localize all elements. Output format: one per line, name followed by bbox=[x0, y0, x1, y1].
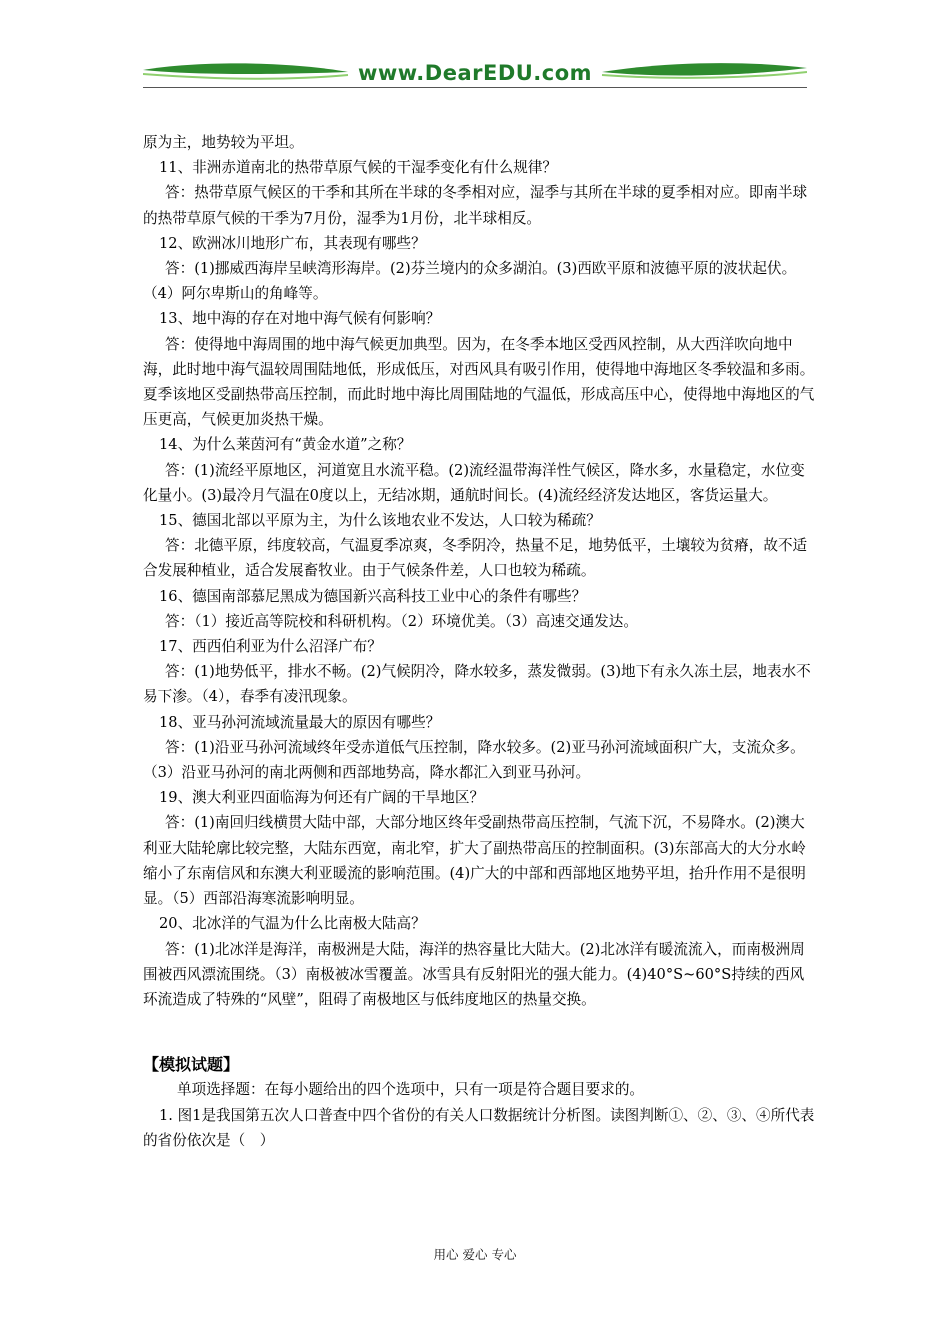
question: 20、北冰洋的气温为什么比南极大陆高？ bbox=[159, 915, 426, 933]
question: 18、亚马孙河流域流量最大的原因有哪些？ bbox=[159, 713, 441, 731]
answer: 答：(1)沿亚马孙河流域终年受赤道低气压控制，降水较多。(2)亚马孙河流域面积广大，支流众多。（3）沿亚马孙河的南北两侧和西部地势高，降水都汇入到亚马孙河。 bbox=[143, 738, 805, 782]
header-divider bbox=[143, 87, 807, 88]
answer: 答：热带草原气候区的干季和其所在半球的冬季相对应，湿季与其所在半球的夏季相对应。即南半球的热带草原气候的干季为7月份，湿季为1月份，北半球相反。 bbox=[143, 184, 808, 227]
answer: 答：使得地中海周围的地中海气候更加典型。因为，在冬季本地区受西风控制，从大西洋吹向地中海，此时地中海气温较周围陆地低，形成低压，对西风具有吸引作用，使得地中海地区冬季较温和多雨。夏季该地区受副热带高压控制，而此时地中海比周围陆地的气温低，形成高压中心，使得地中海地区的气压更高，气候更加炎热干燥。 bbox=[143, 335, 815, 429]
question: 12、欧洲冰川地形广布，其表现有哪些？ bbox=[159, 234, 426, 252]
page-footer: 用心 爱心 专心 bbox=[433, 1247, 517, 1262]
question: 14、为什么莱茵河有“黄金水道”之称？ bbox=[159, 436, 412, 454]
section-intro: 单项选择题：在每小题给出的四个选项中，只有一项是符合题目要求的。 bbox=[177, 1081, 645, 1099]
section-title: 【模拟试题】 bbox=[143, 1055, 240, 1075]
answer: 答：(1)南回归线横贯大陆中部，大部分地区终年受副热带高压控制，气流下沉，不易降水。(2)澳大利亚大陆轮廓比较完整，大陆东西宽，南北窄，扩大了副热带高压的控制面积。(3)东部高大的大分水岭缩小了东南信风和东澳大利亚暖流的影响范围。(4)广大的中部和西部地区地势平坦，抬升作用不是很明显。（5）西部沿海寒流影响明显。 bbox=[143, 814, 806, 908]
answer: 答：(1)挪威西海岸呈峡湾形海岸。(2)芬兰境内的众多湖泊。(3)西欧平原和波德平原的波状起伏。（4）阿尔卑斯山的角峰等。 bbox=[143, 260, 797, 303]
continued-text: 原为主，地势较为平坦。 bbox=[143, 134, 304, 151]
answer: 答：北德平原，纬度较高，气温夏季凉爽，冬季阴冷，热量不足，地势低平，土壤较为贫瘠，故不适合发展种植业，适合发展畜牧业。由于气候条件差，人口也较为稀疏。 bbox=[143, 537, 808, 580]
document-body bbox=[143, 130, 815, 1153]
question: 15、德国北部以平原为主，为什么该地农业不发达，人口较为稀疏？ bbox=[159, 512, 601, 530]
qa-list bbox=[143, 130, 815, 1012]
question: 19、澳大利亚四面临海为何还有广阔的干旱地区？ bbox=[159, 789, 485, 807]
site-logo-text: www.DearEDU.com bbox=[357, 61, 593, 85]
question-1: 1. 图1是我国第五次人口普查中四个省份的有关人口数据统计分析图。读图判断①、②、③、④所代表的省份依次是（ ） bbox=[143, 1106, 815, 1149]
question: 17、西西伯利亚为什么沼泽广布？ bbox=[159, 638, 382, 656]
question: 16、德国南部慕尼黑成为德国新兴高科技工业中心的条件有哪些？ bbox=[159, 587, 587, 605]
answer: 答：（1）接近高等院校和科研机构。（2）环境优美。（3）高速交通发达。 bbox=[165, 612, 638, 630]
answer: 答：(1)北冰洋是海洋，南极洲是大陆，海洋的热容量比大陆大。(2)北冰洋有暖流流入，而南极洲周围被西风漂流围绕。（3）南极被冰雪覆盖。冰雪具有反射阳光的强大能力。(4)40°S~60°S持续的西风环流造成了特殊的“风壁”，阻碍了南极地区与低纬度地区的热量交换。 bbox=[143, 940, 805, 1008]
question: 13、地中海的存在对地中海气候有何影响？ bbox=[159, 310, 441, 328]
question: 11、非洲赤道南北的热带草原气候的干湿季变化有什么规律？ bbox=[159, 159, 558, 177]
answer: 答：(1)地势低平，排水不畅。(2)气候阴冷，降水较多，蒸发微弱。(3)地下有永久冻土层，地表水不易下渗。（4），春季有凌汛现象。 bbox=[143, 663, 811, 706]
answer: 答：(1)流经平原地区，河道宽且水流平稳。(2)流经温带海洋性气候区，降水多，水量稳定，水位变化量小。(3)最冷月气温在0度以上，无结冰期，通航时间长。(4)流经经济发达地区，客货运量大。 bbox=[143, 461, 805, 504]
